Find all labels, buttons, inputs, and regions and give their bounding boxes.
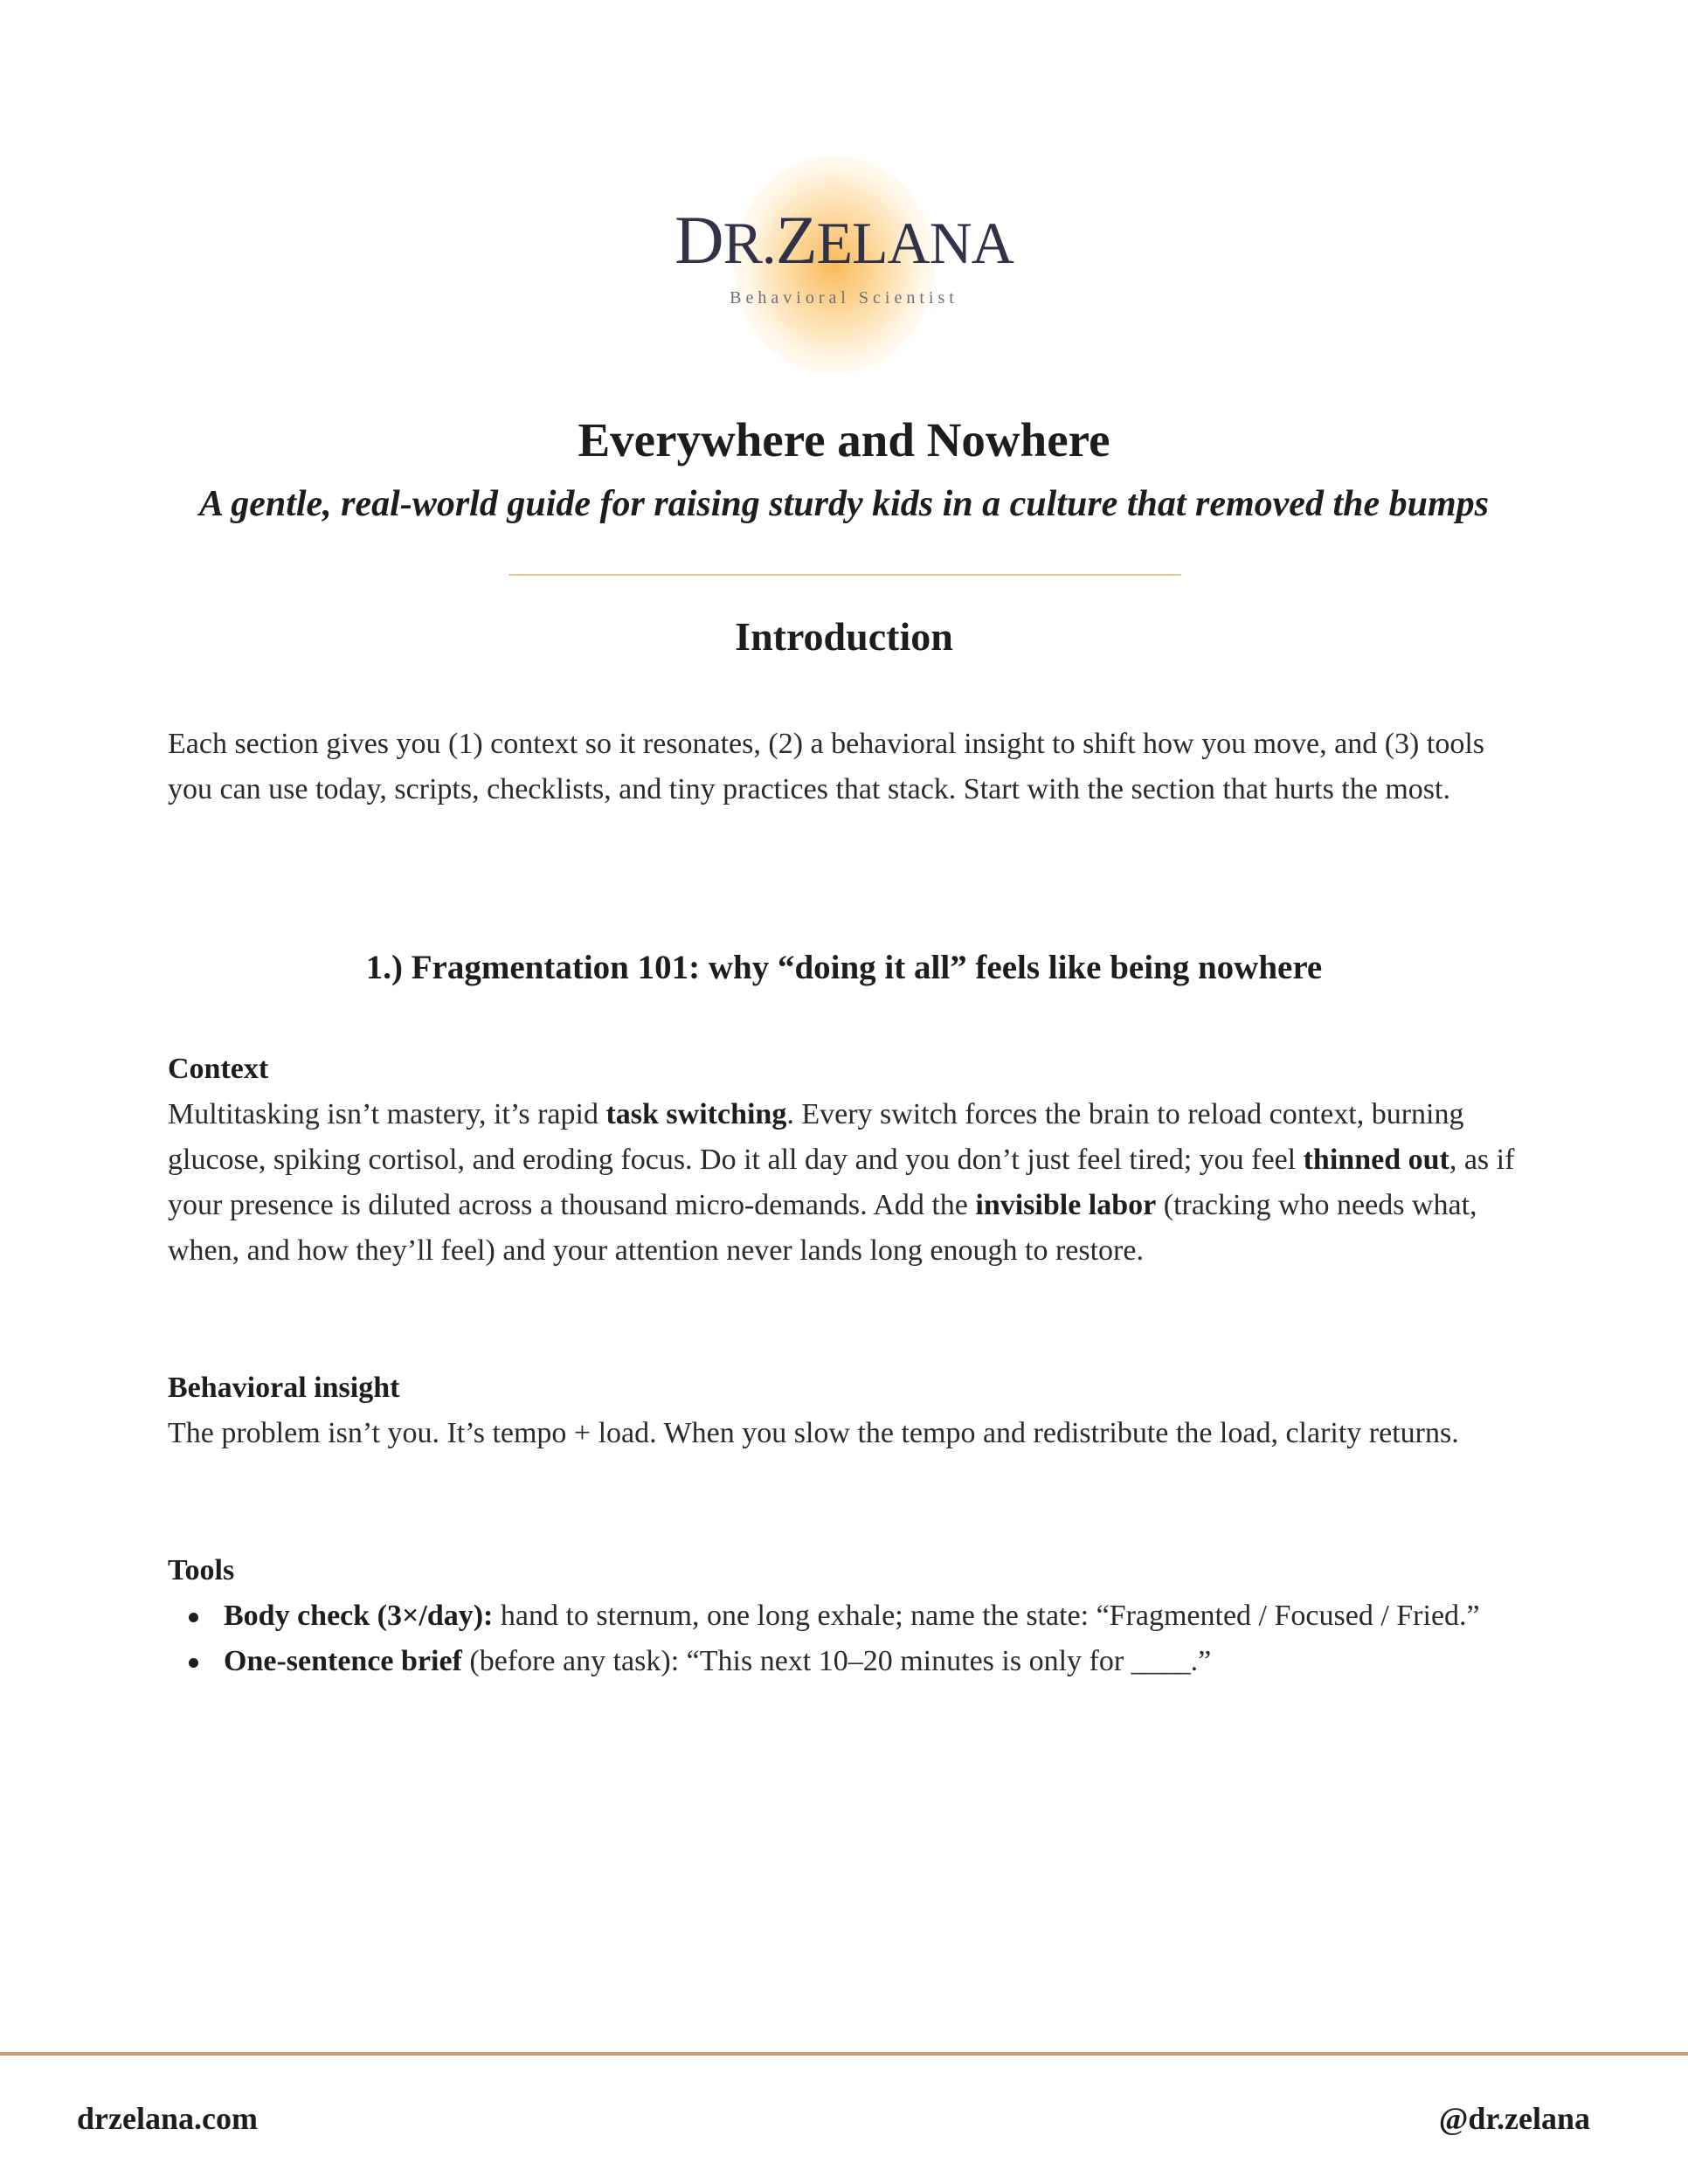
bold-term: invisible labor [975, 1189, 1157, 1221]
page-title: Everywhere and Nowhere [578, 413, 1110, 467]
tools-list [168, 1593, 1552, 1684]
logo-tagline: Behavioral Scientist [730, 288, 958, 308]
insight-label: Behavioral insight [168, 1372, 400, 1404]
bold-term: thinned out [1303, 1144, 1449, 1176]
list-item: One-sentence brief (before any task): “This next 10–20 minutes is only for ____.” [224, 1639, 1552, 1684]
footer-divider [0, 2052, 1688, 2056]
intro-heading: Introduction [735, 614, 953, 659]
intro-paragraph: Each section gives you (1) context so it resonates, (2) a behavioral insight to shift how you move, and (3) tools you can use today, scripts, checklists, and tiny practices that stack. Start with the section that hurts the most. [168, 728, 1485, 805]
tools-label: Tools [168, 1554, 235, 1586]
context-paragraph: Multitasking isn’t mastery, it’s rapid task switching. Every switch forces the brain to reload context, burning glucose, spiking cortisol, and eroding focus. Do it all day and you don’t just feel tired; you feel thinned out, as if your presence is diluted across a thousand micro-demands. Add the invisible labor (tracking who needs what, when, and how they’ll feel) and your attention never lands long enough to restore. [168, 1098, 1515, 1267]
insight-paragraph: The problem isn’t you. It’s tempo + load. When you slow the tempo and redistribute the load, clarity returns. [168, 1417, 1459, 1449]
list-item: Body check (3×/day): hand to sternum, one long exhale; name the state: “Fragmented / Focused / Fried.” [224, 1593, 1552, 1639]
footer-website: drzelana.com [77, 2101, 258, 2136]
page-subtitle: A gentle, real-world guide for raising sturdy kids in a culture that removed the bumps [199, 484, 1489, 524]
context-label: Context [168, 1053, 269, 1085]
bold-term: task switching [605, 1098, 787, 1130]
logo-wordmark: DR.ZELANA [675, 202, 1013, 278]
footer-handle: @dr.zelana [1438, 2101, 1590, 2136]
section-heading: 1.) Fragmentation 101: why “doing it all” feels like being nowhere [365, 949, 1323, 986]
divider [508, 574, 1181, 576]
